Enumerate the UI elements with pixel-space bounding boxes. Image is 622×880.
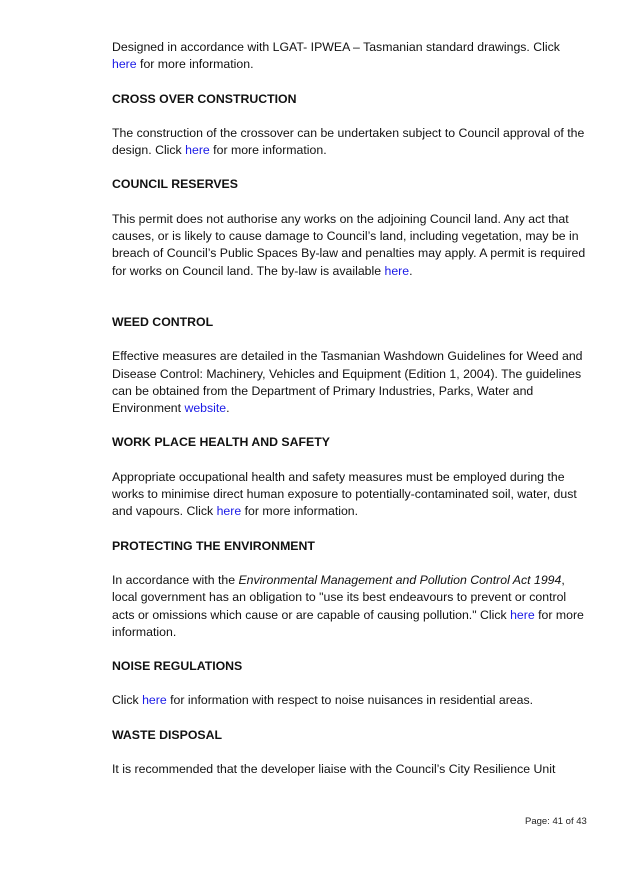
whs-paragraph xyxy=(112,469,586,521)
weed-website-link[interactable]: website xyxy=(184,401,227,416)
heading-environment: PROTECTING THE ENVIRONMENT xyxy=(112,538,315,553)
heading-crossover: CROSS OVER CONSTRUCTION xyxy=(112,91,297,106)
heading-whs: WORK PLACE HEALTH AND SAFETY xyxy=(112,435,330,450)
environment-here-link[interactable]: here xyxy=(510,607,535,622)
heading-waste: WASTE DISPOSAL xyxy=(112,727,222,742)
intro-here-link[interactable]: here xyxy=(112,57,137,72)
reserves-text-after: . xyxy=(409,263,413,278)
environment-paragraph xyxy=(112,572,586,641)
noise-here-link[interactable]: here xyxy=(142,693,167,708)
environment-text: In accordance with the xyxy=(112,572,239,587)
noise-text-after: for information with respect to noise nuisances in residential areas. xyxy=(166,693,534,708)
crossover-here-link[interactable]: here xyxy=(185,143,210,158)
crossover-text-after: for more information. xyxy=(209,143,327,158)
document-body xyxy=(112,39,586,778)
weed-paragraph xyxy=(112,348,586,417)
environment-text-middle: , local government has an obligation to "use its best endeavours to prevent or control acts or omissions which cause or are capable of causing pollution." Click xyxy=(112,572,567,622)
waste-paragraph: It is recommended that the developer liaise with the Council’s City Resilience Unit xyxy=(112,762,556,777)
intro-paragraph xyxy=(112,39,586,74)
whs-text: Appropriate occupational health and safety measures must be employed during the works to minimise direct human exposure to potentially-contaminated soil, water, dust and vapours. Click xyxy=(112,469,577,519)
noise-text: Click xyxy=(112,693,143,708)
intro-text-after: for more information. xyxy=(136,57,254,72)
reserves-paragraph xyxy=(112,211,586,280)
weed-text: Effective measures are detailed in the Tasmanian Washdown Guidelines for Weed and Disease Control: Machinery, Vehicles and Equipment (Edition 1, 2004). The guidelines can be obtained from the Department of Primary Industries, Parks, Water and Environment xyxy=(112,349,583,416)
heading-council-reserves: COUNCIL RESERVES xyxy=(112,177,238,192)
intro-text: Designed in accordance with LGAT- IPWEA – Tasmanian standard drawings. Click xyxy=(112,40,560,54)
page-number: Page: 41 of 43 xyxy=(525,816,587,827)
reserves-text: This permit does not authorise any works on the adjoining Council land. Any act that causes, or is likely to cause damage to Council’s land, including vegetation, may be in breach of Council’s Public Spaces By-law and penalties may apply. A permit is required for works on Council land. The by-law is available xyxy=(112,211,586,278)
weed-text-after: . xyxy=(226,401,230,416)
crossover-text: The construction of the crossover can be undertaken subject to Council approval of the design. Click xyxy=(112,125,585,158)
environment-text-after: for more information. xyxy=(112,607,584,639)
noise-paragraph xyxy=(112,692,586,709)
crossover-paragraph xyxy=(112,125,586,160)
whs-text-after: for more information. xyxy=(241,504,359,519)
heading-noise: NOISE REGULATIONS xyxy=(112,659,243,674)
whs-here-link[interactable]: here xyxy=(216,504,242,519)
reserves-here-link[interactable]: here xyxy=(384,263,410,278)
heading-weed-control: WEED CONTROL xyxy=(112,314,214,329)
environment-act-title: Environmental Management and Pollution Control Act 1994 xyxy=(238,572,562,587)
